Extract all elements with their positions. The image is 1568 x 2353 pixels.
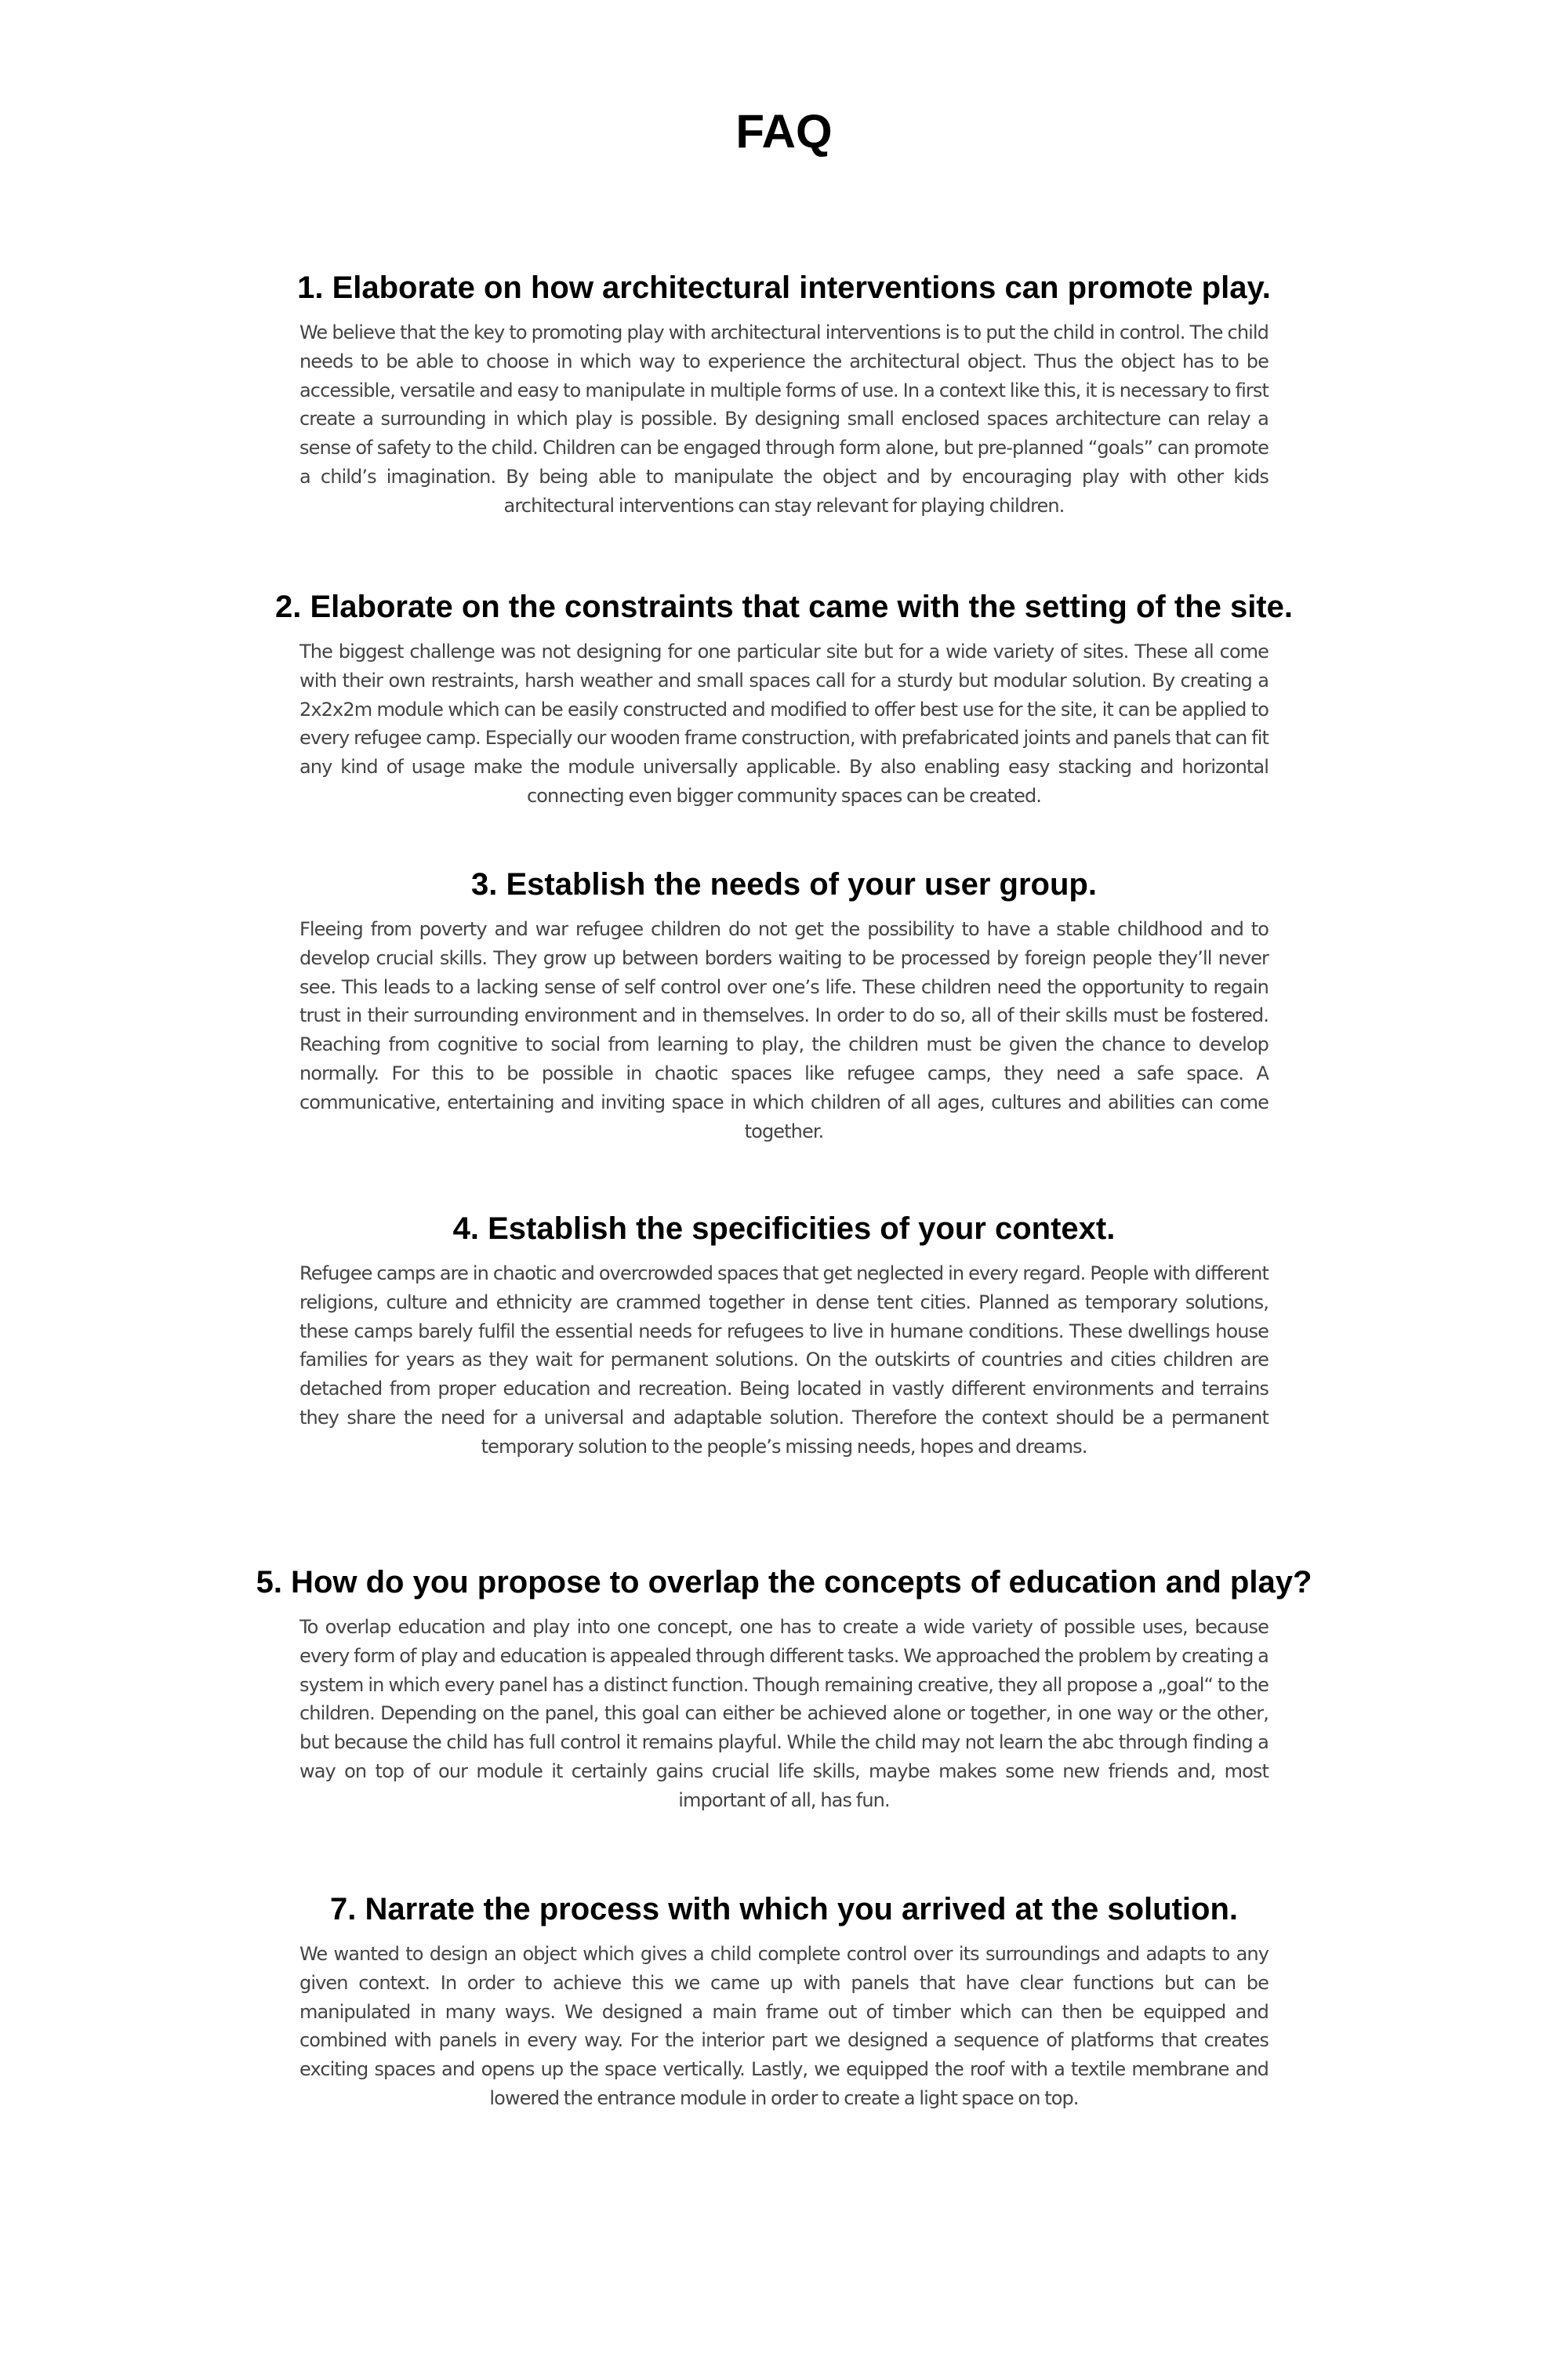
faq-item-4 [0,1209,1568,1462]
faq-item-2 [0,587,1568,811]
faq-question: 7. Narrate the process with which you arrived at the solution. [329,1892,1239,1926]
faq-answer: To overlap education and play into one concept, one has to create a wide variety of possible uses, because every form of play and education is appealed through different tasks. We approached the problem by creating a system in which every panel has a distinct function. Though remaining creative, they all propose a „goal“ to the children. Depending on the panel, this goal can either be achieved alone or together, in one way or the other, but because the child has full control it remains playful. While the child may not learn the abc through finding a way on top of our module it certainly gains crucial life skills, maybe makes some new friends and, most important of all, has fun. [299,1616,1269,1811]
faq-question: 5. How do you propose to overlap the concepts of education and play? [256,1565,1312,1600]
faq-answer: We wanted to design an object which gives a child complete control over its surroundings and adapts to any given context. In order to achieve this we came up with panels that have clear functions but can be manipulated in many ways. We designed a main frame out of timber which can then be equipped and combined with panels in every way. For the interior part we designed a sequence of platforms that creates exciting spaces and opens up the space vertically. Lastly, we equipped the roof with a textile membrane and lowered the entrance module in order to create a light space on top. [299,1943,1269,2109]
faq-question: 4. Establish the specificities of your context. [452,1211,1116,1246]
faq-question: 3. Establish the needs of your user group. [471,867,1097,902]
faq-item-7 [0,1890,1568,2113]
faq-item-3 [0,865,1568,1146]
faq-question: 2. Elaborate on the constraints that came with the setting of the site. [275,590,1293,624]
faq-answer: The biggest challenge was not designing for one particular site but for a wide variety of sites. These all come with their own restraints, harsh weather and small spaces call for a sturdy but modular solution. By creating a 2x2x2m module which can be easily constructed and modified to offer best use for the site, it can be applied to every refugee camp. Especially our wooden frame construction, with prefabricated joints and panels that can fit any kind of usage make the module universally applicable. By also enabling easy stacking and horizontal connecting even bigger community spaces can be created. [299,641,1269,807]
faq-answer: We believe that the key to promoting play with architectural interventions is to put the child in control. The child needs to be able to choose in which way to experience the architectural object. Thus the object has to be accessible, versatile and easy to manipulate in multiple forms of use. In a context like this, it is necessary to first create a surrounding in which play is possible. By designing small enclosed spaces architecture can relay a sense of safety to the child. Children can be engaged through form alone, but pre-planned “goals” can promote a child’s imagination. By being able to manipulate the object and by encouraging play with other kids architectural interventions can stay relevant for playing children. [299,321,1269,517]
page-title: FAQ [735,105,833,158]
faq-question: 1. Elaborate on how architectural interventions can promote play. [297,271,1271,305]
faq-answer: Fleeing from poverty and war refugee children do not get the possibility to have a stable childhood and to develop crucial skills. They grow up between borders waiting to be processed by foreign people they’ll never see. This leads to a lacking sense of self control over one’s life. These children need the opportunity to regain trust in their surrounding environment and in themselves. In order to do so, all of their skills must be fostered. Reaching from cognitive to social from learning to play, the children must be given the chance to develop normally. For this to be possible in chaotic spaces like refugee camps, they need a safe space. A communicative, entertaining and inviting space in which children of all ages, cultures and abilities can come together. [299,918,1269,1142]
faq-item-1 [0,268,1568,521]
faq-item-5 [0,1563,1568,1815]
faq-answer: Refugee camps are in chaotic and overcrowded spaces that get neglected in every regard. People with different religions, culture and ethnicity are crammed together in dense tent cities. Planned as temporary solutions, these camps barely fulfil the essential needs for refugees to live in humane conditions. These dwellings house families for years as they wait for permanent solutions. On the outskirts of countries and cities children are detached from proper education and recreation. Being located in vastly different environments and terrains they share the need for a universal and adaptable solution. Therefore the context should be a permanent temporary solution to the people’s missing needs, hopes and dreams. [299,1262,1269,1458]
